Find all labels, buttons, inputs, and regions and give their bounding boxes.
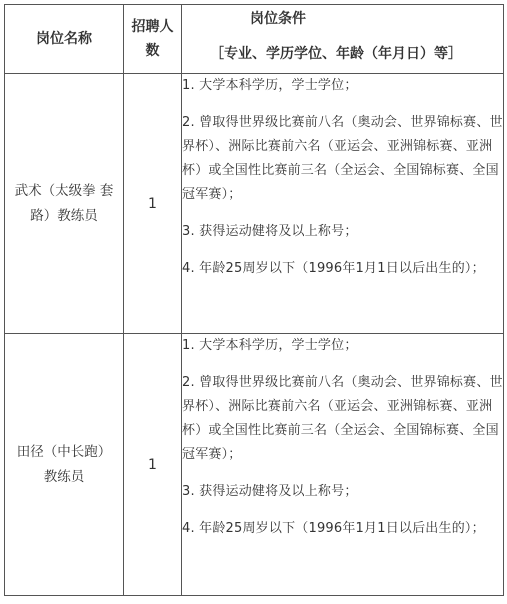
position-line: 路）教练员 — [30, 207, 98, 224]
header-conditions-title: 岗位条件 — [250, 11, 306, 27]
position-cell — [5, 74, 124, 334]
count-cell: 1 — [124, 334, 182, 596]
header-conditions-detail: ［专业、学历学位、年龄（年月日）等］ — [210, 46, 462, 62]
table-row — [5, 74, 504, 334]
header-row — [5, 5, 504, 74]
condition-item: 4. 年龄25周岁以下（1996年1月1日以后出生的）； — [182, 261, 485, 276]
condition-item: 1. 大学本科学历，学士学位； — [182, 338, 358, 353]
conditions-cell — [182, 334, 504, 596]
table-row — [5, 334, 504, 596]
header-position-name: 岗位名称 — [5, 5, 124, 74]
conditions-cell — [182, 74, 504, 334]
position-line: 教练员 — [43, 468, 85, 485]
header-count — [124, 5, 182, 74]
condition-item: 3. 获得运动健将及以上称号； — [182, 484, 358, 499]
position-line: 武术（太级拳 套 — [14, 182, 114, 199]
condition-item: 4. 年龄25周岁以下（1996年1月1日以后出生的）； — [182, 521, 485, 536]
position-cell — [5, 334, 124, 596]
condition-item: 2. 曾取得世界级比赛前八名（奥动会、世界锦标赛、世界杯）、洲际比赛前六名（亚运会、亚洲锦标赛、亚洲杯）或全国性比赛前三名（全运会、全国锦标赛、全国冠军赛）； — [182, 115, 503, 202]
count-cell: 1 — [124, 74, 182, 334]
recruitment-table — [4, 4, 504, 596]
header-count-line2: 数 — [145, 43, 160, 59]
header-conditions — [182, 5, 504, 74]
condition-item: 1. 大学本科学历，学士学位； — [182, 78, 358, 93]
position-line: 田径（中长跑） — [16, 443, 112, 460]
header-count-line1: 招聘人 — [131, 19, 174, 35]
condition-item: 2. 曾取得世界级比赛前八名（奥动会、世界锦标赛、世界杯）、洲际比赛前六名（亚运会、亚洲锦标赛、亚洲杯）或全国性比赛前三名（全运会、全国锦标赛、全国冠军赛）； — [182, 375, 503, 462]
condition-item: 3. 获得运动健将及以上称号； — [182, 224, 358, 239]
